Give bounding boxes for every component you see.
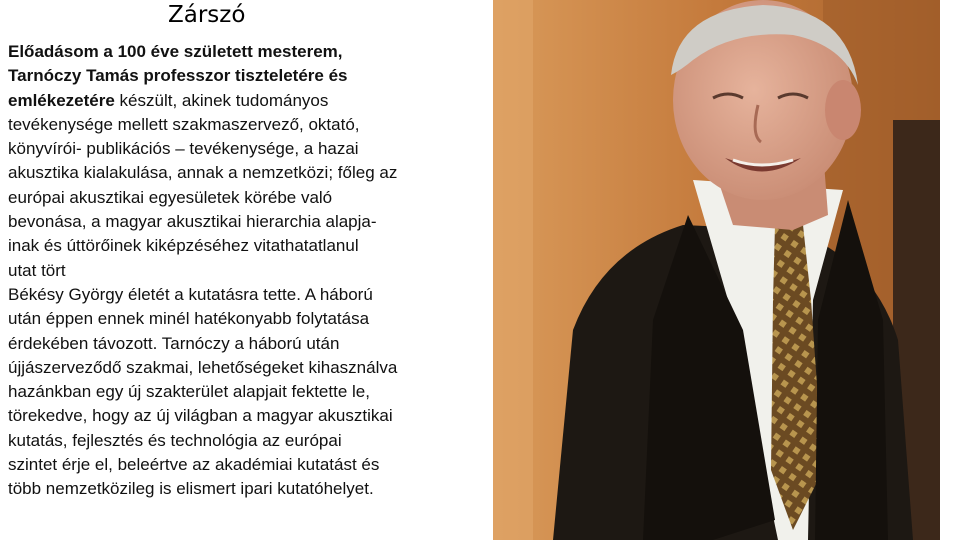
text-line: újjászerveződő szakmai, lehetőségeket kihasználva	[8, 357, 398, 377]
text-line: Előadásom a 100 éve született mesterem,	[8, 42, 343, 61]
text-line: európai akusztikai egyesületek körébe való	[8, 187, 333, 207]
text-line	[8, 89, 508, 113]
text-line: Tarnóczy Tamás professzor tiszteletére és	[8, 66, 348, 86]
text-line: hazánkban egy új szakterület alapjait fektette le,	[8, 382, 370, 402]
slide-body	[8, 40, 508, 502]
text-line: szintet érje el, beleértve az akadémiai kutatást és	[8, 455, 380, 475]
text-line: Békésy György életét a kutatásra tette. A háború	[8, 284, 373, 304]
slide-title: Zárszó	[168, 2, 246, 28]
paragraph-1	[8, 40, 508, 283]
paragraph-2	[8, 283, 508, 502]
text-line: törekedve, hogy az új világban a magyar akusztikai	[8, 406, 393, 426]
text-line: akusztika kialakulása, annak a nemzetközi; főleg az	[8, 163, 398, 183]
text-line: inak és úttörőinek kiképzéséhez vitathatatlanul	[8, 236, 359, 256]
text-line: bevonása, a magyar akusztikai hierarchia alapja-	[8, 212, 377, 232]
text-line: tevékenysége mellett szakmaszervező, oktató,	[8, 114, 360, 134]
text-bold-fragment: emlékezetére	[8, 90, 115, 110]
text-line: könyvírói- publikációs – tevékenysége, a hazai	[8, 139, 359, 159]
text-line: kutatás, fejlesztés és technológia az európai	[8, 430, 342, 450]
text-line: után éppen ennek minél hatékonyabb folytatása	[8, 309, 370, 329]
portrait-icon	[493, 0, 940, 540]
portrait-photo	[493, 0, 940, 540]
text-line: utat tört	[8, 260, 66, 280]
text-line: érdekében távozott. Tarnóczy a háború után	[8, 333, 340, 353]
text-fragment: készült, akinek tudományos	[114, 90, 329, 110]
text-line: több nemzetközileg is elismert ipari kutatóhelyet.	[8, 479, 374, 499]
